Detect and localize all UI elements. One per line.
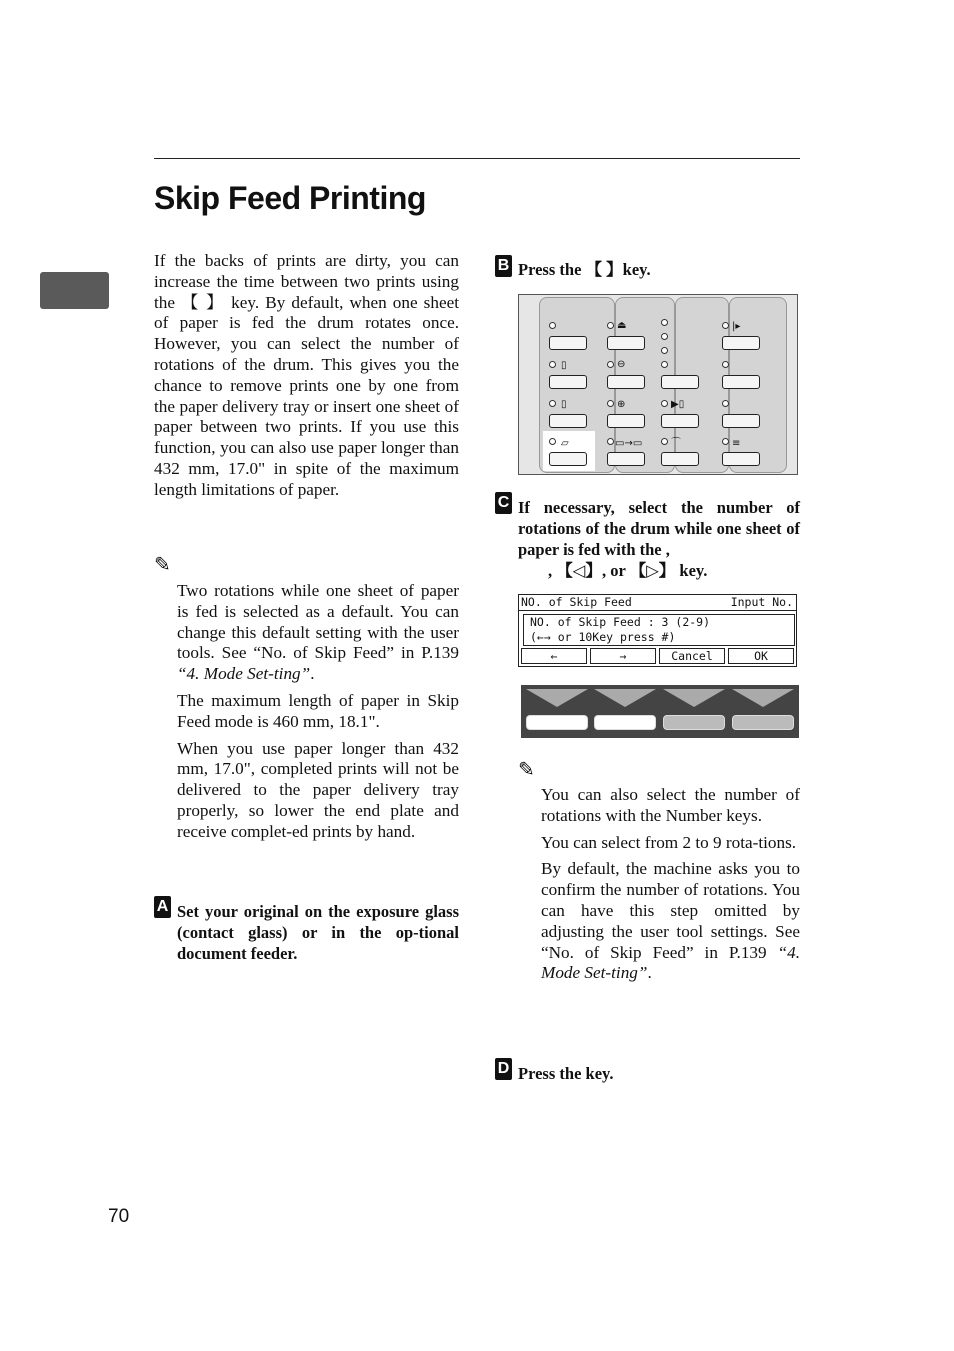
- step-number: D: [495, 1058, 512, 1080]
- indicator-led: [607, 438, 614, 445]
- header-rule: [154, 158, 800, 159]
- step-2-text: Press the 【 】key.: [518, 260, 651, 279]
- indicator-led: [607, 400, 614, 407]
- indicator-led: [661, 438, 668, 445]
- indicator-led: [549, 438, 556, 445]
- key-icon: ▶▯: [671, 399, 685, 410]
- panel-key[interactable]: [607, 414, 645, 428]
- key-icon: ⊖: [617, 359, 626, 370]
- page-title: Skip Feed Printing: [154, 180, 426, 216]
- key-icon: |▸: [732, 321, 741, 332]
- step-number: A: [154, 896, 171, 918]
- panel-key[interactable]: [549, 414, 587, 428]
- indicator-led: [549, 322, 556, 329]
- indicator-led: [607, 361, 614, 368]
- operation-panel-illustration: [518, 294, 798, 475]
- lcd-ok-button[interactable]: OK: [728, 648, 794, 664]
- panel-key[interactable]: [722, 336, 760, 350]
- note-right: [541, 785, 800, 990]
- key-icon: ▯: [561, 399, 567, 410]
- selection-key[interactable]: [732, 715, 794, 730]
- key-icon: ≡: [732, 438, 741, 449]
- selection-arrow-icon: [663, 689, 725, 707]
- selection-keys-illustration: [521, 685, 799, 738]
- key-icon: ▭→▭: [615, 438, 643, 449]
- lcd-header: NO. of Skip Feed Input No.: [519, 595, 796, 611]
- indicator-led: [549, 361, 556, 368]
- note-item: Two rotations while one sheet of paper is fed is selected as a default. You can change this default setting with the user tools. See “No. of Skip Feed” in P.139 “4. Mode Set-ting”.: [177, 581, 459, 684]
- selection-arrow-icon: [594, 689, 656, 707]
- lcd-message-box: NO. of Skip Feed : 3 (2-9) (←→ or 10Key press #): [523, 614, 795, 646]
- panel-key[interactable]: [661, 414, 699, 428]
- selection-key[interactable]: [663, 715, 725, 730]
- panel-key[interactable]: [607, 336, 645, 350]
- note-item: The maximum length of paper in Skip Feed mode is 460 mm, 18.1".: [177, 690, 459, 731]
- indicator-led: [661, 319, 668, 326]
- panel-key[interactable]: [722, 452, 760, 466]
- indicator-led: [661, 333, 668, 340]
- indicator-led: [722, 322, 729, 329]
- chapter-tab: [40, 272, 109, 309]
- note-item: When you use paper longer than 432 mm, 17.0", completed prints will not be delivered to the paper delivery tray properly, so lower the end plate and receive complet-ed prints by hand.: [177, 738, 459, 841]
- key-icon: ⌒: [671, 438, 681, 449]
- lcd-left-arrow-button[interactable]: ←: [521, 648, 587, 664]
- note-item: You can select from 2 to 9 rota-tions.: [541, 832, 797, 852]
- step-1-text: Set your original on the exposure glass (contact glass) or in the op-tional document feeder.: [177, 902, 459, 963]
- selection-key[interactable]: [594, 715, 656, 730]
- step-number: B: [495, 255, 512, 277]
- panel-key[interactable]: [722, 375, 760, 389]
- step-3-text: If necessary, select the number of rotations of the drum while one sheet of paper is fed with the , , 【◁】, or 【▷】 key.: [518, 498, 800, 580]
- note-item: By default, the machine asks you to confirm the number of rotations. You can have this step omitted by adjusting the user tool settings. See “No. of Skip Feed” in P.139 “4. Mode Set-ting”.: [541, 859, 800, 983]
- key-icon: ▯: [561, 360, 567, 371]
- note-item: You can also select the number of rotations with the Number keys.: [541, 785, 800, 825]
- indicator-led: [661, 347, 668, 354]
- panel-key[interactable]: [607, 375, 645, 389]
- indicator-led: [549, 400, 556, 407]
- step-4-text: Press the key.: [518, 1064, 614, 1083]
- selection-arrow-icon: [732, 689, 794, 707]
- indicator-led: [661, 361, 668, 368]
- selection-arrow-icon: [526, 689, 588, 707]
- lcd-cancel-button[interactable]: Cancel: [659, 648, 725, 664]
- indicator-led: [722, 438, 729, 445]
- lcd-display: [518, 594, 797, 667]
- page-number: 70: [108, 1206, 130, 1227]
- key-icon: ⊕: [617, 399, 626, 410]
- panel-key[interactable]: [661, 375, 699, 389]
- step-number: C: [495, 492, 512, 514]
- pencil-icon: ✎: [154, 554, 171, 576]
- indicator-led: [722, 361, 729, 368]
- selection-key[interactable]: [526, 715, 588, 730]
- key-icon: ⏏: [617, 320, 627, 331]
- panel-key[interactable]: [607, 452, 645, 466]
- indicator-led: [722, 400, 729, 407]
- panel-key[interactable]: [549, 375, 587, 389]
- indicator-led: [607, 322, 614, 329]
- skip-feed-key[interactable]: [549, 452, 587, 466]
- panel-key[interactable]: [661, 452, 699, 466]
- pencil-icon: ✎: [518, 759, 535, 781]
- panel-key[interactable]: [549, 336, 587, 350]
- indicator-led: [661, 400, 668, 407]
- intro-paragraph: If the backs of prints are dirty, you can increase the time between two prints using the 【 】 key. By default, when one sheet of paper is fed the drum rotates once. However, you can select the number of rotations of the drum. This gives you the chance to remove prints one by one from the paper delivery tray or insert one sheet of paper between two prints. If you use this function, you can also use paper longer than 432 mm, 17.0" in spite of the maximum length limitations of paper.: [154, 251, 459, 499]
- note-left: [177, 581, 459, 849]
- panel-key[interactable]: [722, 414, 760, 428]
- skip-feed-icon: ▱: [561, 438, 569, 449]
- lcd-right-arrow-button[interactable]: →: [590, 648, 656, 664]
